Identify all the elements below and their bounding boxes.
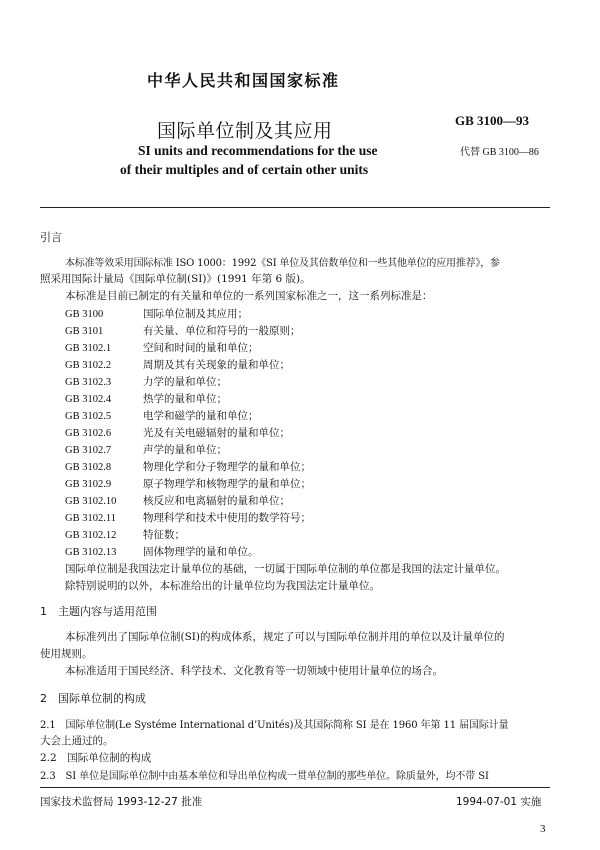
national-standard-label: 中华人民共和国国家标准	[147, 71, 340, 90]
section-2-1-line-2: 大会上通过的。	[40, 735, 114, 747]
standard-desc: 力学的量和单位；	[143, 376, 227, 388]
header-divider	[40, 207, 550, 208]
standard-desc: 热学的量和单位；	[143, 393, 227, 405]
intro-paragraph-2: 本标准是目前已制定的有关量和单位的一系列国家标准之一，这一系列标准是：	[65, 290, 433, 302]
implementation-date: 1994-07-01 实施	[456, 796, 542, 808]
list-item	[65, 510, 311, 525]
intro-paragraph-3: 国际单位制是我国法定计量单位的基础，一切属于国际单位制的单位都是我国的法定计量单位。	[65, 563, 506, 575]
standard-code: GB 3102.2	[65, 360, 112, 371]
list-item	[65, 323, 301, 338]
standard-desc: 光及有关电磁辐射的量和单位；	[143, 427, 290, 439]
standard-desc: 周期及其有关现象的量和单位；	[143, 359, 290, 371]
standard-code: GB 3102.10	[65, 496, 117, 507]
section-2-heading: 2 国际单位制的构成	[40, 692, 146, 705]
list-item	[65, 493, 290, 508]
standard-desc: 固体物理学的量和单位。	[143, 546, 259, 558]
replaces-note: 代替 GB 3100—86	[460, 147, 539, 158]
list-item	[65, 357, 290, 372]
standard-code: GB 3102.9	[65, 479, 112, 490]
standard-code: GB 3102.8	[65, 462, 112, 473]
list-item	[65, 306, 248, 321]
list-item	[65, 374, 227, 389]
standard-desc: 有关量、单位和符号的一般原则；	[143, 325, 301, 337]
list-item	[65, 459, 311, 474]
standard-desc: 特征数；	[143, 529, 185, 541]
intro-heading: 引言	[40, 231, 62, 244]
standard-code: GB 3102.7	[65, 445, 112, 456]
standard-code: GB 3102.13	[65, 547, 117, 558]
intro-paragraph-1-line-2: 照采用国际计量局《国际单位制(SI)》(1991 年第 6 版)。	[40, 273, 311, 285]
standard-code: GB 3102.4	[65, 394, 112, 405]
standard-desc: 空间和时间的量和单位；	[143, 342, 259, 354]
intro-paragraph-1-line-1: 本标准等效采用国际标准 ISO 1000：1992《SI 单位及其倍数单位和一些其他单位的应用推荐》，参	[65, 258, 500, 269]
section-1-paragraph-1-line-2: 使用规则。	[40, 648, 93, 660]
section-2-2: 2.2 国际单位制的构成	[40, 752, 152, 764]
standard-code: GB 3101	[65, 326, 104, 337]
list-item	[65, 527, 185, 542]
list-item	[65, 476, 311, 491]
approval-note: 国家技术监督局 1993-12-27 批准	[40, 796, 203, 808]
page-title: 国际单位制及其应用	[157, 120, 333, 142]
standard-code: GB 3102.12	[65, 530, 117, 541]
standard-code: GB 3100	[65, 309, 104, 320]
standard-code: GB 3102.1	[65, 343, 112, 354]
standard-desc: 电学和磁学的量和单位；	[143, 410, 259, 422]
intro-paragraph-4: 除特别说明的以外，本标准给出的计量单位均为我国法定计量单位。	[65, 580, 380, 592]
list-item	[65, 425, 290, 440]
footer-divider	[40, 787, 550, 788]
section-1-paragraph-2: 本标准适用于国民经济、科学技术、文化教育等一切领域中使用计量单位的场合。	[65, 665, 443, 677]
list-item	[65, 408, 259, 423]
standard-code: GB 3102.5	[65, 411, 112, 422]
standard-desc: 物理科学和技术中使用的数学符号；	[143, 512, 311, 524]
standard-desc: 声学的量和单位；	[143, 444, 227, 456]
standard-code: GB 3102.6	[65, 428, 112, 439]
standard-code: GB 3102.3	[65, 377, 112, 388]
list-item	[65, 340, 259, 355]
gb-number: GB 3100—93	[455, 113, 530, 128]
section-2-3: 2.3 SI 单位是国际单位制中由基本单位和导出单位构成一贯单位制的那些单位。除质量外，均不带 SI	[40, 771, 489, 782]
list-item	[65, 442, 227, 457]
page-number: 3	[540, 823, 546, 835]
english-title-line-1: SI units and recommendations for the use	[138, 143, 378, 158]
list-item	[65, 544, 259, 559]
standard-desc: 原子物理学和核物理学的量和单位；	[143, 478, 311, 490]
section-2-1-line-1: 2.1 国际单位制(Le Systéme International d’Unités)及其国际简称 SI 是在 1960 年第 11 届国际计量	[40, 720, 509, 731]
standard-desc: 物理化学和分子物理学的量和单位；	[143, 461, 311, 473]
standard-desc: 核反应和电离辐射的量和单位；	[143, 495, 290, 507]
english-title-line-2: of their multiples and of certain other units	[120, 162, 369, 177]
list-item	[65, 391, 227, 406]
section-1-paragraph-1-line-1: 本标准列出了国际单位制(SI)的构成体系，规定了可以与国际单位制并用的单位以及计量单位的	[65, 631, 505, 643]
standard-code: GB 3102.11	[65, 513, 116, 524]
section-1-heading: 1 主题内容与适用范围	[40, 605, 157, 618]
standard-desc: 国际单位制及其应用；	[143, 308, 248, 320]
